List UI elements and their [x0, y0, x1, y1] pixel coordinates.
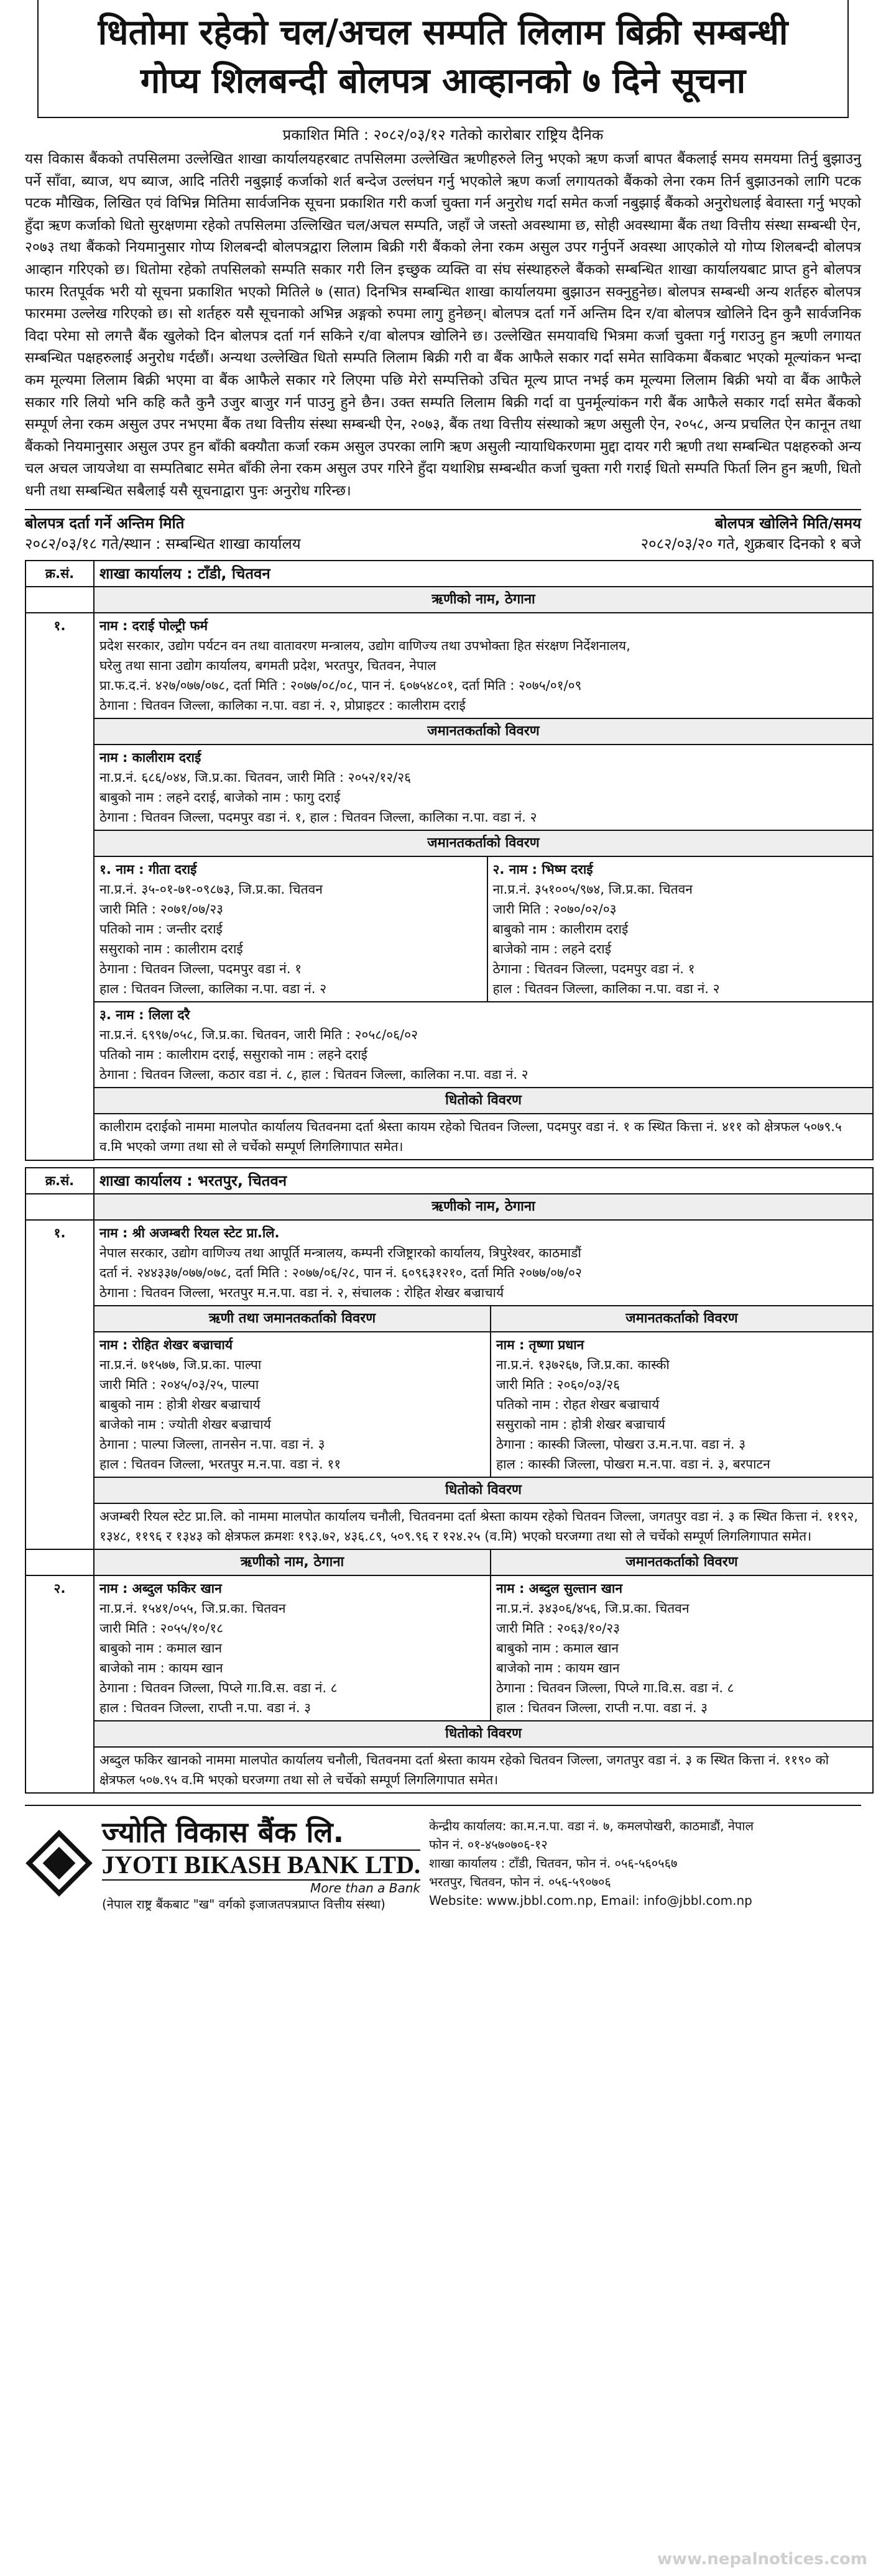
- contact-line: भरतपुर, चितवन, फोन नं. ०५६-५९०७०६: [429, 1874, 611, 1889]
- borrower-guarantor-header: ऋणी तथा जमानतकर्ताको विवरण: [94, 1306, 491, 1332]
- borrower-line: ठेगाना : चितवन जिल्ला, भरतपुर म.न.पा. वडा नं. २, संचालक : रोहित शेखर बज्राचार्य: [99, 1285, 504, 1300]
- guarantor-line: बाबुको नाम : कालीराम दराई: [492, 921, 629, 937]
- borrower-details: [94, 613, 873, 718]
- bank-logo-text: [102, 1815, 420, 1912]
- notice-title-box: [37, 0, 849, 118]
- borrower-line: प्रदेश सरकार, उद्योग पर्यटन वन तथा वातावरण मन्त्रालय, उद्योग वाणिज्य तथा उपभोक्ता हित संरक्षण निर्देशनालय,: [99, 638, 630, 653]
- guarantor-line: ठेगाना : चितवन जिल्ला, कठार वडा नं. ८, हाल : चितवन जिल्ला, कालिका न.पा. वडा नं. २: [99, 1066, 528, 1082]
- guarantor-line: ठेगाना : चितवन जिल्ला, पिप्ले गा.वि.स. वडा नं. ८: [496, 1680, 734, 1695]
- registration-deadline-label: बोलपत्र दर्ता गर्ने अन्तिम मिति: [25, 514, 185, 532]
- sn-header: क्र.सं.: [25, 1168, 94, 1194]
- guarantor-header: जमानतकर्ताको विवरण: [94, 718, 873, 745]
- guarantor-line: जारी मिति : २०७०/०२/०३: [492, 901, 617, 917]
- guarantor-line: बाजेको नाम : ज्योती शेखर बज्राचार्य: [99, 1416, 271, 1432]
- borrower-name: नाम : श्री अजम्बरी रियल स्टेट प्रा.लि.: [99, 1225, 280, 1240]
- published-date: प्रकाशित मिति : २०८२/०३/१२ गतेको कारोबार राष्ट्रिय दैनिक: [282, 126, 604, 144]
- notice-body: यस विकास बैंकको तपसिलमा उल्लेखित शाखा कार्यालयहरबाट तपसिलमा उल्लेखित ऋणीहरुले लिनु भएको ऋण कर्जा बापत बैंकलाई समय समयमा तिर्नु बुझाउनु पर्ने साँवा, ब्याज, थप ब्याज, आदि नतिरी नबुझाई कर्जाको शर्त बन्देज उल्लंघन गर्नु भएकोले ऋण कर्जा लगायतको बैंकको लेना रकम तिर्न बुझाउनको लागि पटक पटक मौखिक, लिखित एवं विभिन्न मितिमा सार्वजनिक सूचना प्रकाशित गरी कर्जा चुक्ता गर्न अनुरोध गर्दा समेत कर्जा नबुझाई बैंकको अनुरोधलाई बेवास्ता गर्नु भएको हुँदा ऋण कर्जाको धितो सुरक्षणमा रहेको तपसिलमा उल्लिखित चल/अचल सम्पति, जहाँ जे जस्तो अवस्थामा छ, सोही अवस्थामा बैंक तथा वित्तीय संस्था सम्बन्धी ऐन, २०७३ तथा बैंकको नियमानुसार गोप्य शिलबन्दी बोलपत्रद्वारा लिलाम बिक्री गरी बैंकको लेना रकम असुल उपर गर्नुपर्ने अवस्था आएकोले यो गोप्य शिलबन्दी बोलपत्र आव्हान गरिएको छ। धितोमा रहेको तपसिलको सम्पति सकार गरी लिन इच्छुक व्यक्ति वा संघ संस्थाहरुले बैंकको सम्बन्धित शाखा कार्यालयबाट प्राप्त हुने बोलपत्र फारम रितपूर्वक भरी यो सूचना प्रकाशित भएको मितिले ७ (सात) दिनभित्र सम्बन्धित शाखा कार्यालयमा बुझाउन सक्नुहुनेछ। बोलपत्र सम्बन्धी अन्य शर्तहरु बोलपत्र फारममा उल्लेख गरिएको छ। सो शर्तहरु यसै सूचनाको अभिन्न अङ्गको रुपमा लागु हुनेछन्। बोलपत्र दर्ता गर्ने अन्तिम दिन र/वा बोलपत्र खोलिने दिन कुनै सार्वजनिक विदा परेमा सो लगत्तै बैंक खुलेको दिन बोलपत्र दर्ता गर्न सकिने र/वा बोलपत्र खोलिने छ। उल्लेखित समयावधि भित्रमा कर्जा चुक्ता गर्नु गराउनु हुन ऋणी लगायत सम्बन्धित पक्षहरुलाई अनुरोध गर्दछौं। अन्यथा उल्लेखित धितो सम्पति लिलाम बिक्री गरी वा बैंक आफैले सकार गर्दा समेत साविकमा बैंकबाट भएको मूल्यांकन भन्दा कम मूल्यमा लिलाम बिक्री भएमा वा बैंक आफैले सकार गरे लिएमा पछि मेरो सम्पत्तिको उचित मूल्य प्राप्त नभई कम मूल्यमा लिलाम बिक्री भयो वा बैंक आफैले सकार गरि लियो भनि कहि कतै कुनै उजुर बाजुर गर्न पाउनु हुने छैन। उक्त सम्पति लिलाम बिक्री गर्दा वा पुनर्मूल्यांकन गरी बैंक आफैले सकार गर्दा समेत बैंकको सम्पूर्ण लेना रकम असुल उपर नभएमा बैंक तथा वित्तीय संस्था सम्बन्धी ऐन, २०७३, बैंक तथा वित्तीय संस्थाको ऋण असुली ऐन, २०५८, अन्य प्रचलित ऐन कानून तथा बैंकको नियमानुसार असुल उपर हुन बाँकी बक्यौता कर्जा रकम असुल उपरका लागि ऋण असुली न्यायाधिकरणमा मुद्दा दायर गरी ऋणी तथा सम्बन्धित पक्षहरुको अन्य चल अचल जायजेथा वा सम्पतिबाट समेत बाँकी लेना रकम असुल उपर गरिने हुँदा यथाशिघ्र सम्बन्धीत कर्जा चुक्ता गरी गराई धितो सम्पति फिर्ता लिन हुन ऋणी, धितो धनी तथा सम्बन्धित सबैलाई यसै सूचनाद्वारा पुनः अनुरोध गरिन्छ।: [25, 151, 861, 499]
- borrower-line: घरेलु तथा साना उद्योग कार्यालय, बगमती प्रदेश, भरतपुर, चितवन, नेपाल: [99, 658, 436, 673]
- bank-name-nepali: ज्योति विकास बैंक लि.: [102, 1815, 344, 1849]
- bank-tagline: More than a Bank: [310, 1880, 420, 1895]
- guarantor-line: जारी मिति : २०७१/०७/२३: [99, 901, 224, 917]
- borrower-line: दर्ता नं. २४४३३७/०७७/०७८, दर्ता मिति : २०७७/०६/२८, पान नं. ६०९६३१२१०, दर्ता मिति २०७७/०७/०२: [99, 1265, 582, 1280]
- collateral-header: धितोको विवरण: [94, 1088, 873, 1114]
- collateral-details: अब्दुल फकिर खानको नाममा मालपोत कार्यालय चनौली, चितवनमा दर्ता श्रेस्ता कायम रहेको चितवन जिल्ला, जगतपुर वडा नं. ३ क स्थित कित्ता नं. ११९० को क्षेत्रफल ५०७.९५ व.मि भएको घरजग्गा तथा सो ले चर्चेको सम्पूर्ण लिगलिगापात समेत।: [94, 1747, 873, 1793]
- guarantor-details: [94, 1002, 873, 1088]
- guarantor-line: पतिको नाम : रोहत शेखर बज्राचार्य: [496, 1396, 660, 1412]
- guarantor-line: हाल : चितवन जिल्ला, भरतपुर म.न.पा. वडा नं. ११: [99, 1456, 341, 1472]
- guarantor-name: नाम : अब्दुल सुल्तान खान: [496, 1580, 623, 1596]
- bank-logo: [25, 1815, 429, 1912]
- branch-label: शाखा कार्यालय : भरतपुर, चितवन: [94, 1168, 873, 1194]
- borrower-header: ऋणीको नाम, ठेगाना: [94, 1549, 491, 1575]
- guarantor-details: [94, 745, 873, 830]
- serial-number: १.: [25, 613, 94, 1160]
- guarantor-line: ना.प्र.नं. १३७२६७, जि.प्र.का. कास्की: [496, 1357, 670, 1372]
- guarantor-line: पतिको नाम : जन्तीर दराई: [99, 921, 223, 937]
- guarantor-line: ना.प्र.नं. ३५-०१-७१-०९८७३, जि.प्र.का. चितवन: [99, 881, 323, 897]
- guarantor-line: बाजेको नाम : कायम खान: [496, 1660, 620, 1675]
- guarantor-line: बाबुको नाम : कमाल खान: [496, 1640, 619, 1656]
- guarantor-header: जमानतकर्ताको विवरण: [491, 1306, 873, 1332]
- guarantor-line: ना.प्र.नं. ६९९७/०५८, जि.प्र.का. चितवन, जारी मिति : २०५८/०६/०२: [99, 1027, 418, 1042]
- borrower-line: हाल : चितवन जिल्ला, राप्ती न.पा. वडा नं. ३: [99, 1700, 311, 1715]
- guarantor-line: जारी मिति : २०४५/०३/२५, पाल्पा: [99, 1377, 259, 1392]
- borrower-line: प्रा.फ.द.नं. ४२७/०७७/०७८, दर्ता मिति : २०७७/०८/०८, पान नं. ६०७५४८०१, दर्ता मिति : २०७५/०१/०९: [99, 677, 582, 693]
- borrower-name: नाम : दराई पोल्ट्री फर्म: [99, 618, 208, 633]
- guarantor-name: १. नाम : गीता दराई: [99, 861, 197, 877]
- guarantor-line: ठेगाना : कास्की जिल्ला, पोखरा उ.म.न.पा. वडा नं. ३: [496, 1436, 746, 1452]
- branch-table-tandi: [25, 560, 874, 1161]
- collateral-details: कालीराम दराईको नाममा मालपोत कार्यालय चितवनमा दर्ता श्रेस्ता कायम रहेको चितवन जिल्ला, पदमपुर वडा नं. १ क स्थित कित्ता नं. ४११ को क्षेत्रफल ५०७९.५ व.मि भएको जग्गा तथा सो ले चर्चेको सम्पूर्ण लिगलिगापात समेत।: [94, 1114, 873, 1160]
- guarantor-line: ठेगाना : पाल्पा जिल्ला, तानसेन न.पा. वडा नं. ३: [99, 1436, 325, 1452]
- guarantor-line: ना.प्र.नं. ३४३०६/४५६, जि.प्र.का. चितवन: [496, 1600, 690, 1616]
- opening-date: [641, 513, 861, 554]
- guarantor-line: बाबुको नाम : होत्री शेखर बज्राचार्य: [99, 1396, 261, 1412]
- serial-number: २.: [25, 1575, 94, 1793]
- guarantor-line: ना.प्र.नं. ६८६/०४४, जि.प्र.का. चितवन, जारी मिति : २०५२/१२/२६: [99, 769, 412, 785]
- guarantor-line: जारी मिति : २०६३/१०/२३: [496, 1620, 621, 1636]
- notice-title-line1: धितोमा रहेको चल/अचल सम्पति लिलाम बिक्री सम्बन्धी: [98, 12, 788, 53]
- contact-line: केन्द्रीय कार्यालय: का.म.न.पा. वडा नं. ७, कमलपोखरी, काठमाडौं, नेपाल: [429, 1818, 754, 1833]
- bank-logo-icon: [25, 1829, 93, 1897]
- guarantor-line: बाबुको नाम : लहने दराई, बाजेको नाम : फागु दराई: [99, 789, 341, 805]
- guarantor-details: [94, 1332, 491, 1477]
- notice-title-line2: गोप्य शिलबन्दी बोलपत्र आव्हानको ७ दिने सूचना: [140, 61, 746, 101]
- guarantor-line: ठेगाना : चितवन जिल्ला, पदमपुर वडा नं. १: [99, 961, 302, 976]
- guarantor-header: जमानतकर्ताको विवरण: [491, 1549, 873, 1575]
- branch-table-bharatpur: [25, 1167, 874, 1794]
- contact-line: Website: www.jbbl.com.np, Email: info@jbbl.com.np: [429, 1893, 752, 1908]
- borrower-details: [94, 1575, 491, 1721]
- borrower-line: ना.प्र.नं. १५४१/०५५, जि.प्र.का. चितवन: [99, 1600, 286, 1616]
- borrower-details: [94, 1220, 873, 1306]
- bank-contact: [429, 1817, 861, 1910]
- borrower-header: ऋणीको नाम, ठेगाना: [94, 1194, 873, 1220]
- guarantor-name: नाम : कालीराम दराई: [99, 749, 201, 765]
- guarantor-line: हाल : चितवन जिल्ला, राप्ती न.पा. वडा नं. ३: [496, 1700, 708, 1715]
- bank-license-note: (नेपाल राष्ट्र बैंकबाट "ख" वर्गको इजाजतपत्रप्राप्त वित्तीय संस्था): [102, 1896, 385, 1912]
- borrower-line: बाजेको नाम : कायम खान: [99, 1660, 223, 1675]
- site-watermark: www.nepalnotices.com: [657, 2550, 867, 2569]
- guarantor-line: जारी मिति : २०६०/०३/२६: [496, 1377, 621, 1392]
- borrower-line: नेपाल सरकार, उद्योग वाणिज्य तथा आपूर्ति मन्त्रालय, कम्पनी रजिष्ट्रारको कार्यालय, त्रिपुरेश्वर, काठमाडौं: [99, 1245, 581, 1260]
- borrower-header: ऋणीको नाम, ठेगाना: [94, 587, 873, 613]
- borrower-line: ठेगाना : चितवन जिल्ला, कालिका न.पा. वडा नं. २, प्रोप्राइटर : कालीराम दराई: [99, 697, 466, 713]
- collateral-details: अजम्बरी रियल स्टेट प्रा.लि. को नाममा मालपोत कार्यालय चनौली, चितवनमा दर्ता श्रेस्ता कायम रहेको चितवन जिल्ला, जगतपुर वडा नं. ३ क स्थित कित्ता नं. ११९२, १३४८, ११९६ र १३४३ को क्षेत्रफल क्रमशः १९३.७२, ४३६.८९, ५०९.९६ र १२४.२५ (व.मि) भएको घरजग्गा तथा सो ले चर्चेको सम्पूर्ण लिगलिगापात समेत।: [94, 1503, 873, 1549]
- guarantor-line: ससुराको नाम : होत्री शेखर बज्राचार्य: [496, 1416, 665, 1432]
- guarantor-line: ठेगाना : चितवन जिल्ला, पदमपुर वडा नं. १: [492, 961, 695, 976]
- guarantor-details: [491, 1332, 873, 1477]
- sn-header: क्र.सं.: [25, 561, 94, 587]
- guarantor-line: हाल : कास्की जिल्ला, पोखरा म.न.पा. वडा नं. ३, बरपाटन: [496, 1456, 770, 1472]
- guarantor-line: ना.प्र.नं. ७१५७७, जि.प्र.का. पाल्पा: [99, 1357, 262, 1372]
- collateral-header: धितोको विवरण: [94, 1721, 873, 1747]
- branch-label: शाखा कार्यालय : टाँडी, चितवन: [94, 561, 873, 587]
- guarantor-name: ३. नाम : लिला दरै: [99, 1007, 190, 1022]
- registration-deadline-value: २०८२/०३/१८ गते/स्थान : सम्बन्धित शाखा कार्यालय: [25, 534, 301, 552]
- guarantor-header: जमानतकर्ताको विवरण: [94, 830, 873, 856]
- guarantor-line: हाल : चितवन जिल्ला, कालिका न.पा. वडा नं. २: [492, 981, 720, 996]
- bank-footer: [25, 1805, 861, 1912]
- deadline-row: [25, 509, 861, 554]
- guarantor-details: [487, 856, 873, 1002]
- borrower-line: ठेगाना : चितवन जिल्ला, पिप्ले गा.वि.स. वडा नं. ८: [99, 1680, 338, 1695]
- guarantor-line: ठेगाना : चितवन जिल्ला, पदमपुर वडा नं. १, हाल : चितवन जिल्ला, कालिका न.पा. वडा नं. २: [99, 809, 537, 825]
- guarantor-name: नाम : रोहित शेखर बज्राचार्य: [99, 1337, 233, 1352]
- guarantor-name: २. नाम : भिष्म दराई: [492, 861, 593, 877]
- opening-date-value: २०८२/०३/२० गते, शुक्रबार दिनको १ बजे: [640, 534, 861, 552]
- guarantor-details: [94, 856, 487, 1002]
- opening-date-label: बोलपत्र खोलिने मिति/समय: [714, 514, 861, 532]
- guarantor-line: ना.प्र.नं. ३५१००५/९७४, जि.प्र.का. चितवन: [492, 881, 693, 897]
- borrower-line: बाबुको नाम : कमाल खान: [99, 1640, 223, 1656]
- guarantor-line: ससुराको नाम : कालीराम दराई: [99, 941, 243, 956]
- collateral-header: धितोको विवरण: [94, 1477, 873, 1503]
- guarantor-line: हाल : चितवन जिल्ला, कालिका न.पा. वडा नं. २: [99, 981, 327, 996]
- contact-line: फोन नं. ०१-४५७०७०६-१२: [429, 1837, 548, 1852]
- registration-deadline: [25, 513, 301, 554]
- contact-line: शाखा कार्यालय : टाँडी, चितवन, फोन नं. ०५६-५६०५६७: [429, 1856, 678, 1871]
- bank-name-english: JYOTI BIKASH BANK LTD.: [102, 1849, 420, 1881]
- borrower-line: जारी मिति : २०५५/१०/१८: [99, 1620, 224, 1636]
- guarantor-line: बाजेको नाम : लहने दराई: [492, 941, 612, 956]
- serial-number: १.: [25, 1220, 94, 1549]
- guarantor-details: [491, 1575, 873, 1721]
- guarantor-line: पतिको नाम : कालीराम दराई, ससुराको नाम : लहने दराई: [99, 1047, 367, 1062]
- borrower-name: नाम : अब्दुल फकिर खान: [99, 1580, 222, 1596]
- guarantor-name: नाम : तृष्णा प्रधान: [496, 1337, 584, 1352]
